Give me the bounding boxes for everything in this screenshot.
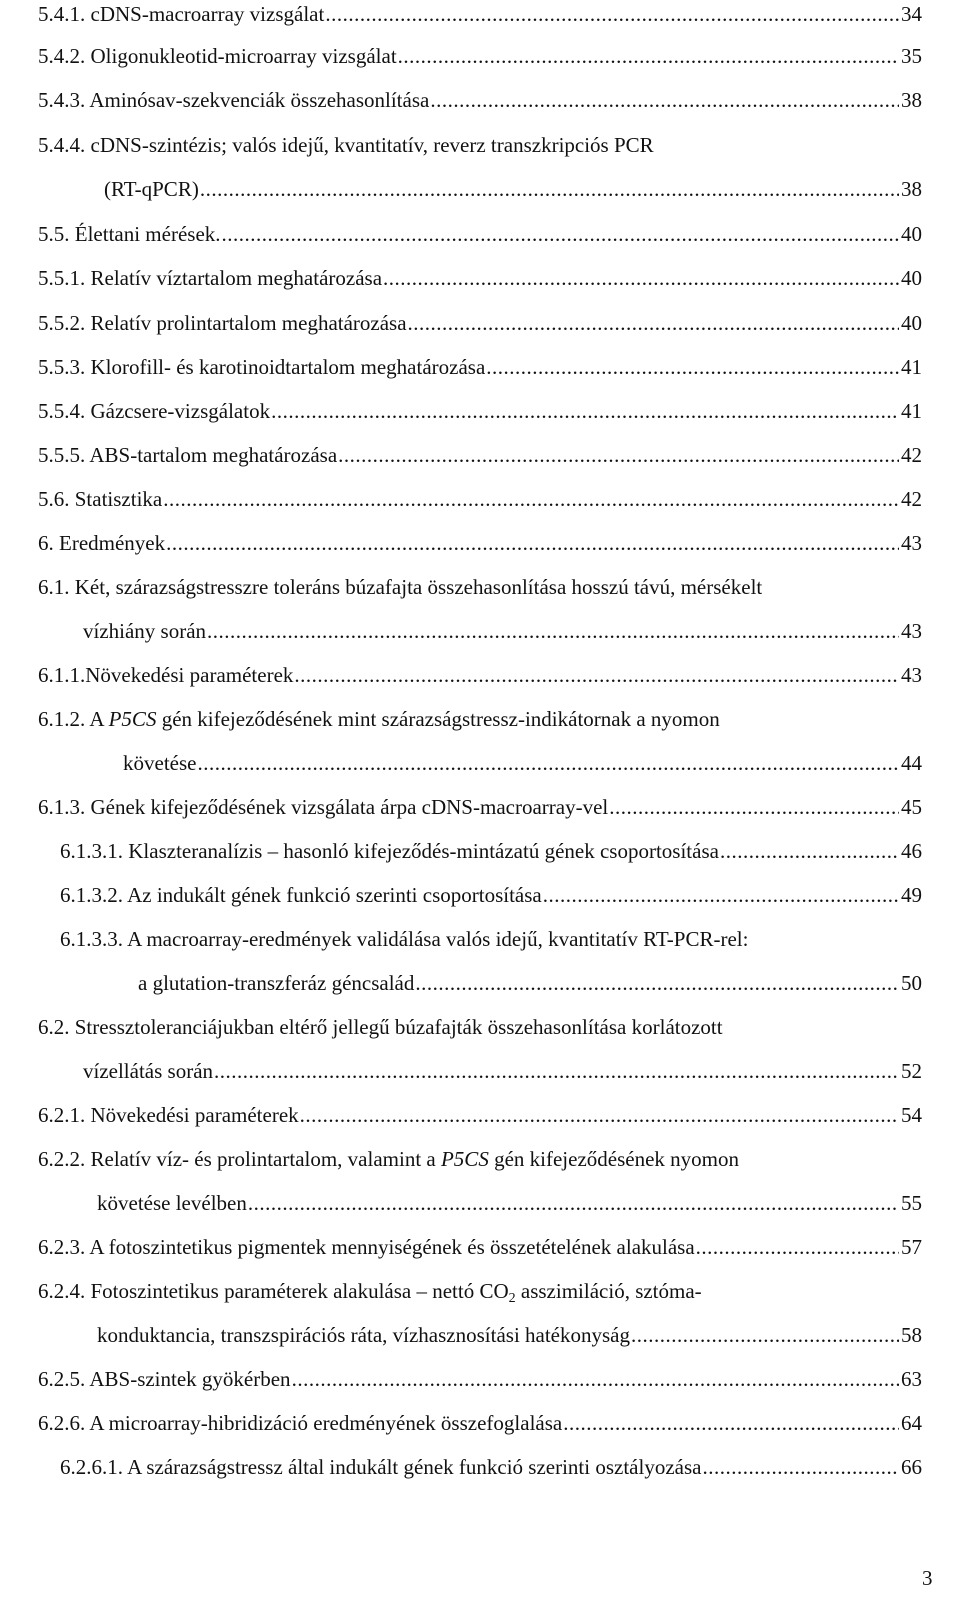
dot-leader — [415, 969, 899, 997]
toc-entry-continuation[interactable] — [83, 1057, 922, 1085]
toc-entry-label: 6. Eredmények — [38, 531, 166, 555]
toc-entry-label: 5.4.3. Aminósav-szekvenciák összehasonlítása — [38, 88, 430, 112]
toc-entry[interactable] — [60, 925, 748, 953]
toc-entry[interactable] — [38, 529, 922, 557]
toc-entry-label: 5.4.2. Oligonukleotid-microarray vizsgálat — [38, 44, 397, 68]
toc-entry[interactable] — [38, 1101, 922, 1129]
toc-entry-continuation[interactable] — [97, 1321, 922, 1349]
toc-entry-label: 6.2.3. A fotoszintetikus pigmentek mennyiségének és összetételének alakulása — [38, 1235, 695, 1259]
dot-leader — [271, 397, 899, 425]
toc-entry[interactable] — [38, 573, 762, 601]
toc-entry-label: 5.5.4. Gázcsere-vizsgálatok — [38, 399, 271, 423]
dot-leader — [214, 1057, 899, 1085]
toc-entry-label: 5.4.4. cDNS-szintézis; valós idejű, kvantitatív, reverz transzkripciós PCR — [38, 133, 654, 157]
page-number: 3 — [922, 1566, 933, 1590]
toc-entry-label: 6.1.2. A P5CS gén kifejeződésének mint szárazságstressz-indikátornak a nyomon — [38, 707, 720, 731]
toc-entry-label: 6.1.3. Gének kifejeződésének vizsgálata árpa cDNS-macroarray-vel — [38, 795, 609, 819]
dot-leader — [200, 175, 899, 203]
dot-leader — [702, 1453, 899, 1481]
toc-entry[interactable] — [38, 1145, 739, 1173]
toc-entry[interactable] — [38, 264, 922, 292]
toc-entry[interactable] — [60, 837, 922, 865]
toc-entry-continuation[interactable] — [104, 175, 922, 203]
toc-entry-label: a glutation-transzferáz géncsalád — [138, 971, 415, 995]
toc-page-number: 40 — [901, 311, 922, 335]
dot-leader — [383, 264, 899, 292]
toc-page-number: 43 — [901, 619, 922, 643]
dot-leader — [609, 793, 899, 821]
dot-leader — [720, 837, 899, 865]
toc-entry-label: 6.2.6.1. A szárazságstressz által indukált gének funkció szerinti osztályozása — [60, 1455, 702, 1479]
toc-entry-label: (RT-qPCR) — [104, 177, 199, 201]
toc-entry[interactable] — [38, 485, 922, 513]
toc-entry-label: 6.2. Stressztoleranciájukban eltérő jellegű búzafajták összehasonlítása korlátozott — [38, 1015, 723, 1039]
toc-entry[interactable] — [38, 220, 922, 248]
toc-entry-continuation[interactable] — [138, 969, 922, 997]
dot-leader — [398, 42, 899, 70]
dot-leader — [543, 881, 899, 909]
toc-page-number: 49 — [901, 883, 922, 907]
toc-entry[interactable] — [60, 1453, 922, 1481]
toc-entry[interactable] — [38, 1409, 922, 1437]
toc-entry[interactable] — [38, 441, 922, 469]
dot-leader — [408, 309, 899, 337]
gene-name: P5CS — [108, 707, 157, 731]
dot-leader — [338, 441, 899, 469]
toc-entry[interactable] — [38, 131, 654, 159]
toc-entry[interactable] — [38, 86, 922, 114]
toc-page-number: 50 — [901, 971, 922, 995]
dot-leader — [197, 749, 899, 777]
toc-entry[interactable] — [38, 1233, 922, 1261]
toc-entry[interactable] — [38, 309, 922, 337]
toc-entry-label: 6.1.1.Növekedési paraméterek — [38, 663, 294, 687]
toc-entry-label: 5.6. Statisztika — [38, 487, 163, 511]
toc-entry-continuation[interactable] — [123, 749, 922, 777]
toc-entry-label: 5.4.1. cDNS-macroarray vizsgálat — [38, 2, 325, 26]
toc-entry-label: 6.2.1. Növekedési paraméterek — [38, 1103, 299, 1127]
toc-page-number: 41 — [901, 399, 922, 423]
toc-page-number: 38 — [901, 88, 922, 112]
gene-name: P5CS — [440, 1147, 489, 1171]
dot-leader — [563, 1409, 899, 1437]
toc-entry[interactable] — [38, 353, 922, 381]
toc-page-number: 46 — [901, 839, 922, 863]
toc-entry[interactable] — [38, 1365, 922, 1393]
toc-page-number: 44 — [901, 751, 922, 775]
toc-page-number: 40 — [901, 266, 922, 290]
toc-entry-label: 6.2.6. A microarray-hibridizáció eredményének összefoglalása — [38, 1411, 563, 1435]
toc-page-number: 42 — [901, 487, 922, 511]
toc-page-number: 64 — [901, 1411, 922, 1435]
toc-page-number: 55 — [901, 1191, 922, 1215]
toc-entry-label: vízhiány során — [83, 619, 207, 643]
toc-entry[interactable] — [38, 793, 922, 821]
toc-page-number: 57 — [901, 1235, 922, 1259]
toc-entry-label: 5.5. Élettani mérések. — [38, 222, 221, 246]
toc-entry-label: 6.1. Két, szárazságstresszre toleráns búzafajta összehasonlítása hosszú távú, mérsékelt — [38, 575, 763, 599]
toc-page-number: 40 — [901, 222, 922, 246]
toc-page-number: 35 — [901, 44, 922, 68]
toc-entry[interactable] — [60, 881, 922, 909]
toc-entry-label: 5.5.1. Relatív víztartalom meghatározása — [38, 266, 383, 290]
toc-entry-label: 6.2.2. Relatív víz- és prolintartalom, valamint a P5CS gén kifejeződésének nyomon — [38, 1147, 739, 1171]
toc-entry[interactable] — [38, 1013, 723, 1041]
toc-entry-label: 6.1.3.3. A macroarray-eredmények validálása valós idejű, kvantitatív RT-PCR-rel: — [60, 927, 749, 951]
toc-entry-label: követése — [123, 751, 197, 775]
toc-page-number: 41 — [901, 355, 922, 379]
toc-entry-label: 6.2.4. Fotoszintetikus paraméterek alakulása – nettó $CO_2$ asszimiláció, sztóma- — [38, 1279, 702, 1305]
dot-leader — [325, 0, 899, 28]
dot-leader — [292, 1365, 899, 1393]
toc-page-number: 63 — [901, 1367, 922, 1391]
toc-page-number: 54 — [901, 1103, 922, 1127]
dot-leader — [166, 529, 899, 557]
dot-leader — [631, 1321, 899, 1349]
toc-entry[interactable] — [38, 705, 720, 733]
toc-entry[interactable] — [38, 661, 922, 689]
dot-leader — [486, 353, 899, 381]
toc-page-number: 45 — [901, 795, 922, 819]
toc-page-number: 43 — [901, 531, 922, 555]
toc-entry-label: konduktancia, transzspirációs ráta, vízhasznosítási hatékonyság — [97, 1323, 630, 1347]
toc-entry-continuation[interactable] — [97, 1189, 922, 1217]
dot-leader — [248, 1189, 899, 1217]
toc-entry-label: 5.5.2. Relatív prolintartalom meghatározása — [38, 311, 407, 335]
toc-page-number: 52 — [901, 1059, 922, 1083]
toc-entry[interactable] — [38, 0, 922, 28]
dot-leader — [207, 617, 899, 645]
toc-page-number: 38 — [901, 177, 922, 201]
toc-entry-label: 6.1.3.2. Az indukált gének funkció szerinti csoportosítása — [60, 883, 542, 907]
toc-entry-label: 6.2.5. ABS-szintek gyökérben — [38, 1367, 291, 1391]
dot-leader — [696, 1233, 899, 1261]
toc-entry-label: vízellátás során — [83, 1059, 214, 1083]
toc-page-number: 66 — [901, 1455, 922, 1479]
dot-leader — [163, 485, 899, 513]
dot-leader — [222, 220, 899, 248]
toc-entry[interactable] — [38, 1277, 702, 1305]
toc-entry[interactable] — [38, 397, 922, 425]
toc-page-number: 42 — [901, 443, 922, 467]
toc-entry-label: követése levélben — [97, 1191, 247, 1215]
subscript: 2 — [508, 1291, 516, 1305]
dot-leader — [294, 661, 899, 689]
toc-entry-label: 5.5.5. ABS-tartalom meghatározása — [38, 443, 338, 467]
dot-leader — [430, 86, 899, 114]
toc-page-number: 34 — [901, 2, 922, 26]
toc-entry-continuation[interactable] — [83, 617, 922, 645]
toc-page-number: 58 — [901, 1323, 922, 1347]
toc-page-number: 43 — [901, 663, 922, 687]
toc-entry-label: 6.1.3.1. Klaszteranalízis – hasonló kifejeződés-mintázatú gének csoportosítása — [60, 839, 719, 863]
toc-entry-label: 5.5.3. Klorofill- és karotinoidtartalom meghatározása — [38, 355, 486, 379]
toc-entry[interactable] — [38, 42, 922, 70]
dot-leader — [300, 1101, 899, 1129]
